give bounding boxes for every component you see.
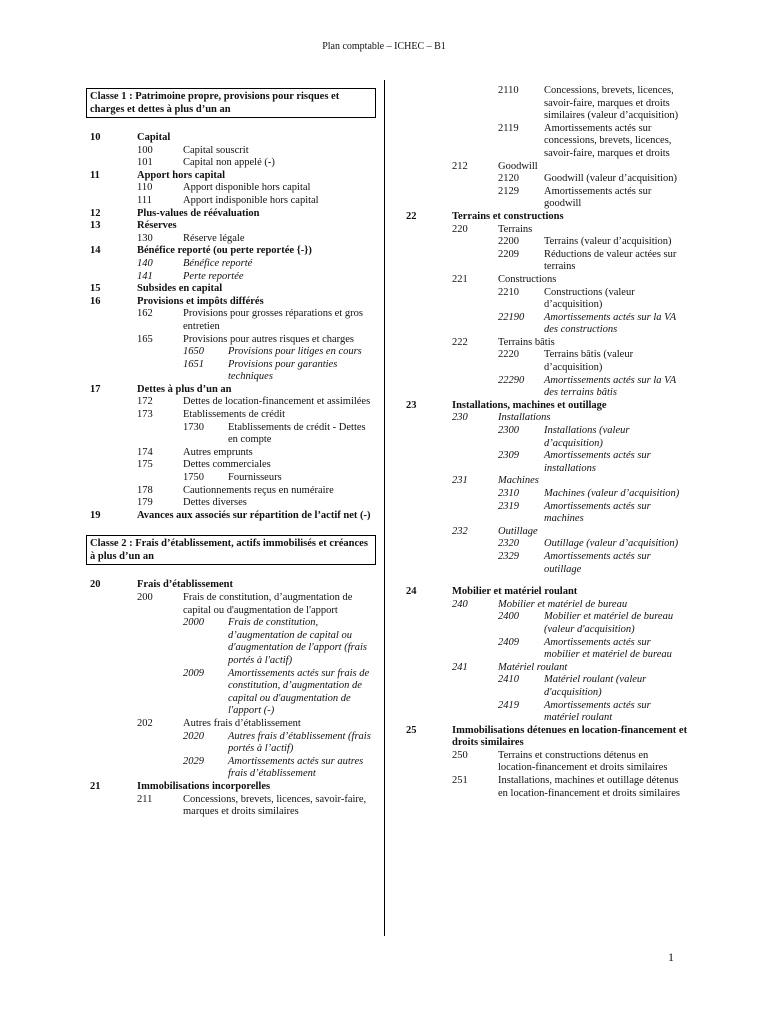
left-column [90, 85, 372, 819]
sub-account-row [406, 375, 688, 400]
account-code: 14 [90, 245, 101, 257]
sub-account-row [406, 186, 688, 211]
account-label: Immobilisations détenues en location-financement et droits similaires [452, 724, 688, 749]
account-group-row [90, 245, 372, 258]
spacer [406, 576, 688, 586]
account-label: Amortissements actés sur installations [544, 450, 651, 474]
account-code: 22290 [498, 374, 525, 386]
page-number: 1 [668, 950, 674, 964]
account-label: Amortissements actés sur goodwill [544, 185, 652, 210]
account-code: 2409 [498, 636, 519, 648]
sub-account-row [90, 359, 372, 384]
account-code: 2329 [498, 550, 519, 562]
sub-account-row [406, 700, 688, 725]
sub-account-row [90, 472, 372, 485]
account-code: 173 [137, 409, 153, 421]
account-group-row [90, 283, 372, 296]
account-code: 202 [137, 717, 153, 729]
page-header: Plan comptable – ICHEC – B1 [322, 41, 446, 52]
account-row [90, 485, 372, 498]
account-group-row [90, 220, 372, 233]
account-code: 22190 [498, 311, 525, 323]
account-label: Installations [498, 412, 551, 424]
account-row [90, 233, 372, 246]
account-label: Frais de constitution, d’augmentation de capital ou d'augmentation de l'apport (frais portés à l'actif) [228, 617, 367, 666]
account-label: Cautionnements reçus en numéraire [183, 484, 334, 496]
account-code: 2110 [498, 85, 519, 96]
account-label: Amortissements actés sur autres frais d’établissement [228, 755, 364, 780]
account-label: Bénéfice reporté [183, 257, 253, 269]
account-code: 24 [406, 586, 417, 598]
sub-account-row [406, 312, 688, 337]
account-label: Avances aux associés sur répartition de l’actif net (-) [137, 509, 371, 521]
sub-account-row [406, 85, 688, 123]
account-row [406, 662, 688, 675]
account-label: Installations, machines et outillage [452, 399, 607, 411]
account-code: 175 [137, 459, 153, 471]
account-code: 162 [137, 308, 153, 320]
account-label: Amortissements actés sur la VA des terrains bâtis [544, 374, 677, 399]
account-label: Terrains [498, 223, 533, 235]
sub-account-row [406, 674, 688, 699]
account-code: 2129 [498, 185, 519, 197]
account-code: 2000 [183, 617, 204, 629]
account-row [406, 475, 688, 488]
account-code: 22 [406, 210, 417, 222]
account-label: Matériel roulant [498, 661, 568, 673]
account-code: 1651 [183, 358, 204, 370]
account-row [90, 258, 372, 271]
sub-account-row [90, 668, 372, 718]
account-label: Machines (valeur d’acquisition) [544, 488, 680, 499]
account-code: 15 [90, 283, 101, 295]
sub-account-row [406, 450, 688, 475]
account-code: 250 [452, 749, 468, 761]
account-row [90, 195, 372, 208]
account-row [406, 224, 688, 237]
account-label: Constructions [498, 273, 557, 285]
account-code: 211 [137, 793, 153, 805]
class-heading-box: Classe 2 : Frais d’établissement, actifs immobilisés et créances à plus d’un an [86, 535, 376, 565]
account-label: Provisions pour grosses réparations et gros entretien [183, 308, 363, 332]
account-code: 172 [137, 396, 153, 408]
account-row [406, 750, 688, 775]
account-code: 2009 [183, 667, 204, 679]
account-label: Terrains et constructions détenus en location-financement et droits similaires [498, 749, 668, 774]
sub-account-row [406, 637, 688, 662]
account-label: Outillage (valeur d’acquisition) [544, 538, 679, 550]
account-group-row [90, 208, 372, 221]
account-label: Amortissements actés sur la VA des constructions [544, 311, 677, 336]
account-code: 2410 [498, 674, 519, 686]
account-label: Autres frais d’établissement [183, 717, 301, 729]
account-group-row [406, 586, 688, 599]
account-row [90, 396, 372, 409]
account-label: Terrains et constructions [452, 210, 564, 222]
account-code: 2020 [183, 730, 204, 742]
account-code: 1650 [183, 346, 204, 358]
account-label: Goodwill [498, 160, 538, 172]
account-label: Matériel roulant (valeur d'acquisition) [544, 674, 647, 698]
account-code: 101 [137, 157, 153, 169]
account-label: Autres emprunts [183, 446, 253, 458]
account-label: Capital [137, 132, 171, 143]
sub-account-row [406, 123, 688, 161]
account-code: 240 [452, 598, 468, 610]
sub-account-row [406, 287, 688, 312]
account-code: 25 [406, 724, 417, 736]
account-group-row [90, 579, 372, 592]
sub-account-row [90, 422, 372, 447]
account-code: 20 [90, 579, 101, 591]
account-code: 2310 [498, 488, 519, 499]
sub-account-row [406, 236, 688, 249]
account-code: 230 [452, 412, 468, 424]
account-label: Amortissements actés sur matériel roulant [544, 699, 651, 724]
account-code: 19 [90, 509, 101, 521]
sub-account-row [406, 501, 688, 526]
account-code: 241 [452, 661, 468, 673]
account-code: 2419 [498, 699, 519, 711]
account-code: 23 [406, 399, 417, 411]
account-label: Amortissements actés sur frais de constitution, d’augmentation de capital ou d'augmentation de l'apport (-) [228, 667, 370, 717]
account-code: 178 [137, 484, 153, 496]
account-label: Provisions pour litiges en cours [228, 346, 362, 358]
account-label: Amortissements actés sur machines [544, 500, 651, 525]
account-code: 13 [90, 220, 101, 232]
account-group-row [90, 170, 372, 183]
account-code: 2209 [498, 248, 519, 260]
account-label: Dettes à plus d’un an [137, 383, 232, 395]
account-code: 2309 [498, 450, 519, 462]
sub-account-row [90, 731, 372, 756]
account-label: Plus-values de réévaluation [137, 207, 260, 219]
account-group-row [406, 400, 688, 413]
account-label: Provisions pour garanties techniques [228, 358, 338, 383]
account-row [406, 599, 688, 612]
account-code: 110 [137, 182, 153, 194]
account-code: 2029 [183, 755, 204, 767]
account-code: 2210 [498, 286, 519, 298]
account-row [406, 161, 688, 174]
account-code: 2320 [498, 538, 519, 550]
account-label: Outillage [498, 525, 538, 537]
account-code: 2300 [498, 425, 519, 437]
account-group-row [406, 725, 688, 750]
account-code: 200 [137, 592, 153, 603]
sub-account-row [406, 425, 688, 450]
account-group-row [90, 384, 372, 397]
account-label: Subsides en capital [137, 283, 223, 295]
account-row [406, 775, 688, 800]
account-code: 10 [90, 132, 101, 143]
account-label: Dettes commerciales [183, 459, 271, 471]
account-label: Apport hors capital [137, 169, 226, 181]
sub-account-row [90, 756, 372, 781]
account-label: Réserves [137, 220, 177, 232]
account-code: 2220 [498, 349, 519, 361]
sub-account-row [406, 551, 688, 576]
account-code: 174 [137, 446, 153, 458]
sub-account-row [406, 249, 688, 274]
account-row [90, 409, 372, 422]
account-row [90, 271, 372, 284]
account-label: Apport disponible hors capital [183, 182, 311, 194]
account-code: 1730 [183, 421, 204, 433]
account-code: 11 [90, 169, 100, 181]
account-code: 111 [137, 194, 152, 206]
account-code: 212 [452, 160, 468, 172]
account-code: 17 [90, 383, 101, 395]
account-code: 220 [452, 223, 468, 235]
account-row [90, 334, 372, 347]
account-label: Capital souscrit [183, 144, 249, 156]
account-label: Installations (valeur d’acquisition) [544, 425, 630, 449]
account-label: Mobilier et matériel roulant [452, 586, 578, 598]
account-row [406, 526, 688, 539]
account-code: 221 [452, 273, 468, 285]
account-row [406, 274, 688, 287]
spacer [90, 522, 372, 532]
account-label: Etablissements de crédit [183, 409, 286, 421]
account-row [406, 337, 688, 350]
account-label: Amortissements actés sur mobilier et matériel de bureau [544, 636, 672, 661]
account-label: Provisions et impôts différés [137, 295, 264, 307]
account-row [90, 497, 372, 510]
account-code: 165 [137, 333, 153, 345]
account-row [90, 794, 372, 819]
account-code: 2119 [498, 122, 519, 134]
account-label: Constructions (valeur d’acquisition) [544, 286, 635, 311]
account-group-row [406, 211, 688, 224]
account-code: 179 [137, 497, 153, 509]
account-label: Autres frais d’établissement (frais portés à l’actif) [228, 730, 371, 755]
account-label: Immobilisations incorporelles [137, 780, 271, 792]
account-label: Amortissements actés sur concessions, brevets, licences, savoir-faire, marques et droits [544, 122, 672, 159]
account-code: 130 [137, 232, 153, 244]
account-label: Frais d’établissement [137, 579, 233, 591]
account-group-row [90, 296, 372, 309]
account-label: Installations, machines et outillage détenus en location-financement et droits similaires [498, 775, 680, 799]
account-code: 141 [137, 270, 153, 282]
account-code: 140 [137, 257, 153, 269]
account-label: Réductions de valeur actées sur terrains [544, 248, 677, 273]
account-label: Capital non appelé (-) [183, 157, 275, 169]
account-code: 16 [90, 295, 101, 307]
class-heading-box: Classe 1 : Patrimoine propre, provisions pour risques et charges et dettes à plus d’un an [86, 88, 376, 118]
account-row [90, 718, 372, 731]
account-label: Goodwill (valeur d’acquisition) [544, 173, 677, 185]
account-group-row [90, 510, 372, 523]
account-code: 1750 [183, 472, 204, 484]
sub-account-row [406, 349, 688, 374]
account-row [90, 592, 372, 617]
sub-account-row [90, 617, 372, 667]
account-label: Réserve légale [183, 232, 245, 244]
sub-account-row [406, 173, 688, 186]
account-row [90, 145, 372, 158]
account-label: Frais de constitution, d’augmentation de capital ou d'augmentation de l'apport [183, 592, 353, 616]
account-code: 2120 [498, 173, 519, 185]
account-label: Etablissements de crédit - Dettes en compte [228, 421, 366, 446]
account-code: 12 [90, 207, 101, 219]
account-label: Mobilier et matériel de bureau [498, 598, 628, 610]
account-label: Provisions pour autres risques et charges [183, 333, 354, 345]
account-group-row [90, 132, 372, 145]
account-label: Terrains (valeur d’acquisition) [544, 236, 672, 248]
account-code: 2400 [498, 611, 519, 623]
account-code: 2319 [498, 500, 519, 512]
account-label: Terrains bâtis [498, 336, 555, 348]
account-group-row [90, 781, 372, 794]
account-code: 222 [452, 336, 468, 348]
account-label: Amortissements actés sur outillage [544, 550, 651, 575]
account-label: Fournisseurs [228, 472, 282, 484]
account-code: 21 [90, 780, 101, 792]
account-row [90, 308, 372, 333]
account-label: Concessions, brevets, licences, savoir-faire, marques et droits similaires [183, 793, 367, 818]
account-code: 232 [452, 525, 468, 537]
account-label: Dettes diverses [183, 497, 247, 509]
account-row [90, 459, 372, 472]
account-label: Mobilier et matériel de bureau (valeur d'acquisition) [544, 611, 674, 635]
column-divider [384, 80, 385, 936]
account-code: 251 [452, 775, 468, 787]
account-label: Perte reportée [183, 270, 244, 282]
account-label: Machines [498, 475, 539, 487]
account-row [90, 447, 372, 460]
sub-account-row [406, 488, 688, 501]
account-label: Bénéfice reporté (ou perte reportée {-}) [137, 245, 312, 257]
sub-account-row [90, 346, 372, 359]
account-row [90, 157, 372, 170]
account-label: Apport indisponible hors capital [183, 194, 319, 206]
sub-account-row [406, 611, 688, 636]
account-row [90, 182, 372, 195]
account-code: 2200 [498, 236, 519, 248]
account-row [406, 412, 688, 425]
account-code: 100 [137, 144, 153, 156]
account-label: Concessions, brevets, licences, savoir-faire, marques et droits similaires (valeur d’acquisition) [544, 85, 679, 122]
right-column [406, 85, 688, 800]
account-code: 231 [452, 475, 468, 487]
sub-account-row [406, 538, 688, 551]
account-label: Terrains bâtis (valeur d’acquisition) [544, 349, 634, 374]
account-label: Dettes de location-financement et assimilées [183, 396, 371, 408]
